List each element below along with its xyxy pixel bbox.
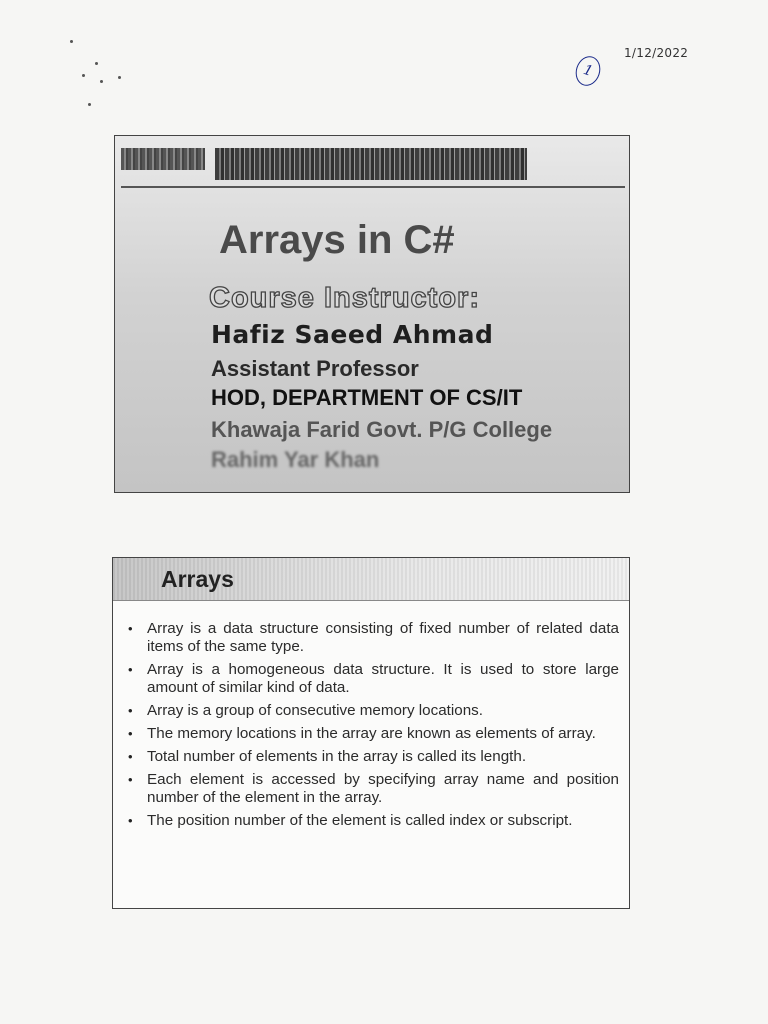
scan-speck bbox=[88, 103, 91, 106]
arrays-slide bbox=[112, 557, 630, 909]
slide-banner-main bbox=[215, 148, 527, 180]
bullet-text: Array is a group of consecutive memory locations. bbox=[147, 702, 483, 719]
instructor-department: HOD, DEPARTMENT OF CS/IT bbox=[211, 385, 523, 410]
slide-divider bbox=[121, 186, 625, 188]
page-date: 1/12/2022 bbox=[624, 46, 689, 60]
bullet-icon: • bbox=[128, 703, 133, 718]
bullet-text: Each element is accessed by specifying array name and position number of the element in the array. bbox=[147, 771, 619, 806]
scan-speck bbox=[70, 40, 73, 43]
list-item bbox=[121, 725, 619, 743]
list-item bbox=[121, 620, 619, 656]
list-item bbox=[121, 702, 619, 720]
bullet-icon: • bbox=[128, 772, 133, 787]
scan-speck bbox=[95, 62, 98, 65]
instructor-role: Assistant Professor bbox=[211, 356, 419, 381]
bullet-text: Total number of elements in the array is called its length. bbox=[147, 748, 527, 765]
college-name: Khawaja Farid Govt. P/G College bbox=[211, 417, 553, 442]
bullet-icon: • bbox=[128, 662, 133, 677]
bullet-text: The position number of the element is called index or subscript. bbox=[147, 812, 573, 829]
bullet-icon: • bbox=[128, 749, 133, 764]
list-item bbox=[121, 771, 619, 807]
bullet-icon: • bbox=[128, 813, 133, 828]
bullet-text: Array is a homogeneous data structure. It is used to store large amount of similar kind of data. bbox=[147, 661, 619, 696]
scan-speck bbox=[82, 74, 85, 77]
bullet-text: The memory locations in the array are known as elements of array. bbox=[147, 725, 596, 742]
bullet-icon: • bbox=[128, 726, 133, 741]
slide-heading: Arrays bbox=[161, 566, 234, 592]
instructor-name: Hafiz Saeed Ahmad bbox=[211, 320, 494, 349]
scan-speck bbox=[100, 80, 103, 83]
slide-header bbox=[113, 558, 629, 601]
list-item bbox=[121, 661, 619, 697]
scan-speck bbox=[118, 76, 121, 79]
page-number: 1 bbox=[572, 53, 604, 89]
list-item bbox=[121, 812, 619, 830]
list-item bbox=[121, 748, 619, 766]
slide-title: Arrays in C# bbox=[219, 218, 455, 262]
title-slide bbox=[114, 135, 630, 493]
instructor-heading: Course Instructor: bbox=[209, 282, 480, 314]
bullet-icon: • bbox=[128, 621, 133, 636]
slide-banner-left bbox=[121, 148, 205, 170]
college-city: Rahim Yar Khan bbox=[211, 447, 380, 472]
bullet-list bbox=[121, 620, 619, 835]
bullet-text: Array is a data structure consisting of fixed number of related data items of the same type. bbox=[147, 620, 619, 655]
